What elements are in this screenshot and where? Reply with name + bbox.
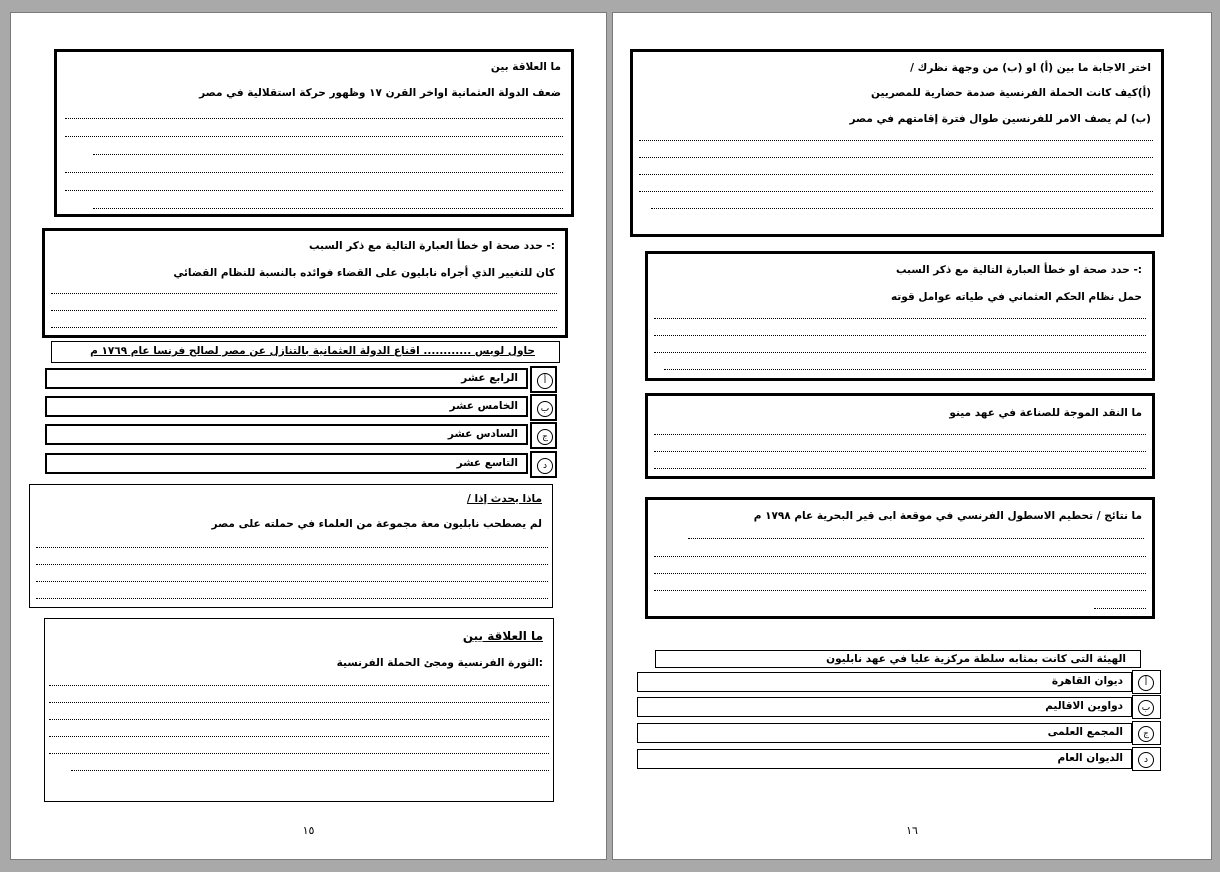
question-box-choose bbox=[630, 49, 1164, 237]
question-title: ما العلاقة بين bbox=[490, 61, 561, 73]
answer-line[interactable] bbox=[639, 157, 1153, 158]
question-title: اختر الاجابة ما بين (أ) او (ب) من وجهة نظرك / bbox=[910, 62, 1151, 74]
option-text: المجمع العلمى bbox=[637, 723, 1132, 743]
answer-line[interactable] bbox=[654, 451, 1146, 452]
answer-line[interactable] bbox=[654, 434, 1146, 435]
mcq-option-d[interactable] bbox=[45, 451, 557, 478]
option-text: السادس عشر bbox=[45, 424, 528, 445]
question-title: ما نتائج / تحطيم الاسطول الفرنسي في موقعة ابى قير البحرية عام ١٧٩٨ م bbox=[753, 510, 1142, 522]
answer-line[interactable] bbox=[36, 564, 548, 565]
mcq-option-c[interactable] bbox=[637, 721, 1161, 745]
answer-line[interactable] bbox=[1094, 608, 1146, 609]
answer-line[interactable] bbox=[65, 136, 563, 137]
answer-line[interactable] bbox=[49, 685, 549, 686]
answer-line[interactable] bbox=[51, 293, 557, 294]
question-title: ما العلاقة بين bbox=[462, 629, 543, 643]
option-text: دواوين الاقاليم bbox=[637, 697, 1132, 717]
option-letter: د bbox=[530, 451, 557, 478]
question-text: ضعف الدولة العثمانية اواخر القرن ١٧ وظهور حركة استقلالية في مصر bbox=[199, 87, 561, 99]
option-text: التاسع عشر bbox=[45, 453, 528, 474]
option-letter: ج bbox=[1132, 721, 1161, 745]
answer-line[interactable] bbox=[49, 736, 549, 737]
mcq-option-b[interactable] bbox=[45, 394, 557, 421]
mcq-option-c[interactable] bbox=[45, 422, 557, 449]
answer-line[interactable] bbox=[654, 573, 1146, 574]
answer-line[interactable] bbox=[49, 753, 549, 754]
answer-line[interactable] bbox=[93, 154, 563, 155]
answer-line[interactable] bbox=[51, 310, 557, 311]
answer-line[interactable] bbox=[36, 581, 548, 582]
question-box-true-false bbox=[42, 228, 568, 338]
answer-line[interactable] bbox=[65, 172, 563, 173]
question-box-what-if bbox=[29, 484, 553, 608]
question-text: حمل نظام الحكم العثماني في طياته عوامل قوته bbox=[890, 291, 1142, 303]
page-15 bbox=[10, 12, 607, 860]
option-text: الرابع عشر bbox=[45, 368, 528, 389]
option-text: الخامس عشر bbox=[45, 396, 528, 417]
question-box-criticism bbox=[645, 393, 1155, 479]
answer-line[interactable] bbox=[654, 318, 1146, 319]
question-text: كان للتغيير الذي أجراه نابليون على القضاء فوائده بالنسبة للنظام القضائي bbox=[173, 267, 555, 279]
answer-line[interactable] bbox=[71, 770, 549, 771]
answer-line[interactable] bbox=[93, 208, 563, 209]
answer-line[interactable] bbox=[654, 335, 1146, 336]
mcq-option-a[interactable] bbox=[45, 366, 557, 393]
answer-line[interactable] bbox=[651, 208, 1153, 209]
mcq-stem-text: حاول لويس ............ اقناع الدولة العثمانية بالتنازل عن مصر لصالح فرنسا عام ١٧٦٩ م bbox=[90, 345, 535, 357]
option-letter: ب bbox=[1132, 695, 1161, 719]
option-letter: د bbox=[1132, 747, 1161, 771]
answer-line[interactable] bbox=[688, 538, 1144, 539]
answer-line[interactable] bbox=[36, 598, 548, 599]
question-title: :- حدد صحة او خطأ العبارة التالية مع ذكر السبب bbox=[895, 264, 1142, 276]
mcq-option-b[interactable] bbox=[637, 695, 1161, 719]
mcq-stem bbox=[655, 650, 1141, 668]
answer-line[interactable] bbox=[639, 174, 1153, 175]
question-box-relationship-2 bbox=[44, 618, 554, 802]
answer-line[interactable] bbox=[51, 327, 557, 328]
option-letter: أ bbox=[530, 366, 557, 393]
mcq-stem-text: الهيئة التى كانت بمثابه سلطة مركزية عليا في عهد نابليون bbox=[826, 653, 1126, 665]
option-letter: ب bbox=[530, 394, 557, 421]
page-number: ١٦ bbox=[906, 824, 918, 837]
answer-line[interactable] bbox=[654, 556, 1146, 557]
question-title: :- حدد صحة او خطأ العبارة التالية مع ذكر السبب bbox=[308, 240, 555, 252]
answer-line[interactable] bbox=[639, 140, 1153, 141]
page-number: ١٥ bbox=[302, 824, 315, 837]
option-letter: أ bbox=[1132, 670, 1161, 694]
answer-line[interactable] bbox=[65, 118, 563, 119]
answer-line[interactable] bbox=[49, 702, 549, 703]
question-box-results bbox=[645, 497, 1155, 619]
option-text: ديوان القاهرة bbox=[637, 672, 1132, 692]
answer-line[interactable] bbox=[36, 547, 548, 548]
mcq-option-d[interactable] bbox=[637, 747, 1161, 771]
question-option-a: (أ)كيف كانت الحملة الفرنسية صدمة حضارية للمصريين bbox=[871, 87, 1151, 99]
mcq-stem bbox=[51, 341, 560, 363]
answer-line[interactable] bbox=[639, 191, 1153, 192]
question-box-true-false bbox=[645, 251, 1155, 381]
answer-line[interactable] bbox=[49, 719, 549, 720]
page-16 bbox=[612, 12, 1212, 860]
option-text: الديوان العام bbox=[637, 749, 1132, 769]
option-letter: ج bbox=[530, 422, 557, 449]
mcq-option-a[interactable] bbox=[637, 670, 1161, 694]
question-box-relationship-1 bbox=[54, 49, 574, 217]
question-text: لم يصطحب نابليون معة مجموعة من العلماء في حملته على مصر bbox=[211, 518, 542, 530]
answer-line[interactable] bbox=[654, 352, 1146, 353]
answer-line[interactable] bbox=[664, 369, 1146, 370]
question-title: ماذا يحدث إذا / bbox=[467, 493, 542, 505]
question-text: :الثورة الفرنسية ومجئ الحملة الفرنسية bbox=[336, 657, 543, 669]
answer-line[interactable] bbox=[65, 190, 563, 191]
question-option-b: (ب) لم يصف الامر للفرنسين طوال فترة إقامتهم في مصر bbox=[849, 113, 1151, 125]
question-title: ما النقد الموجة للصناعة في عهد مينو bbox=[949, 407, 1142, 419]
answer-line[interactable] bbox=[654, 468, 1146, 469]
answer-line[interactable] bbox=[654, 590, 1146, 591]
